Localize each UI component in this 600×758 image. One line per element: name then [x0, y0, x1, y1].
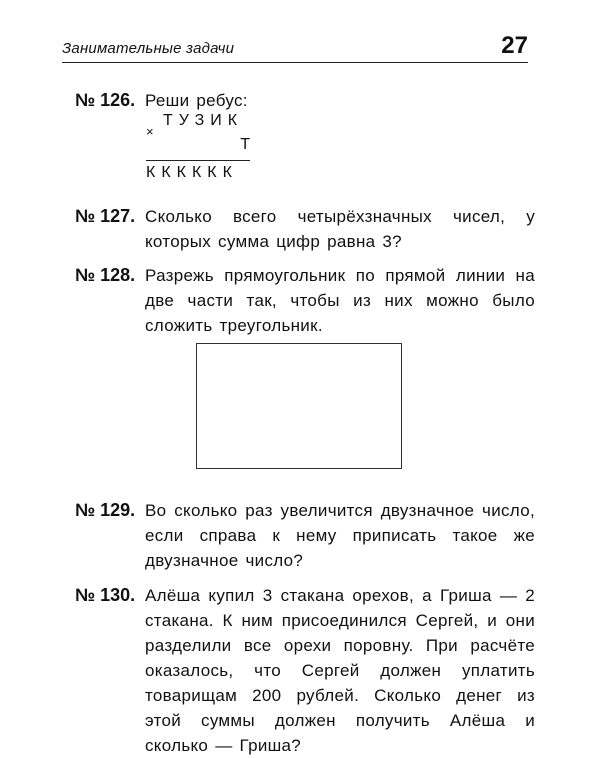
problem-number: № 129.: [75, 500, 136, 520]
rebus-multiplier: Т: [240, 136, 250, 153]
problem-text: Реши ребус:: [145, 91, 248, 110]
header-divider: [62, 62, 528, 63]
rectangle-figure: [196, 343, 402, 469]
problem-number: № 130.: [75, 585, 136, 605]
rebus-puzzle: [146, 112, 256, 192]
page-number: 27: [501, 32, 528, 59]
problem-126: [75, 88, 535, 113]
rebus-sum-line: [146, 160, 250, 161]
problem-text: Сколько всего четырёхзначных чисел, у которых сумма цифр равна 3?: [145, 207, 535, 251]
problem-number: № 127.: [75, 206, 136, 226]
problem-text: Во сколько раз увеличится двузначное число, если справа к нему приписать такое же двузначное число?: [145, 501, 535, 570]
problem-127: [75, 204, 535, 254]
rebus-result: КККККК: [146, 164, 238, 181]
problem-number: № 128.: [75, 265, 136, 285]
problem-129: [75, 498, 535, 573]
problem-text: Алёша купил 3 стакана орехов, а Гриша — 2 стакана. К ним присоединился Сергей, и они разделили все орехи поровну. При расчёте оказалось, что Сергей должен уплатить товарищам 200 рублей. Сколько денег из этой суммы должен получить Алёша и сколько — Гриша?: [145, 586, 535, 755]
problem-130: [75, 583, 535, 758]
rebus-multiplicand: ТУЗИК: [163, 112, 244, 129]
multiply-sign: ×: [146, 124, 154, 139]
problem-128: [75, 263, 535, 338]
problem-number: № 126.: [75, 90, 136, 110]
section-title: Занимательные задачи: [62, 40, 235, 57]
problem-text: Разрежь прямоугольник по прямой линии на две части так, чтобы из них можно было сложить треугольник.: [145, 266, 535, 335]
